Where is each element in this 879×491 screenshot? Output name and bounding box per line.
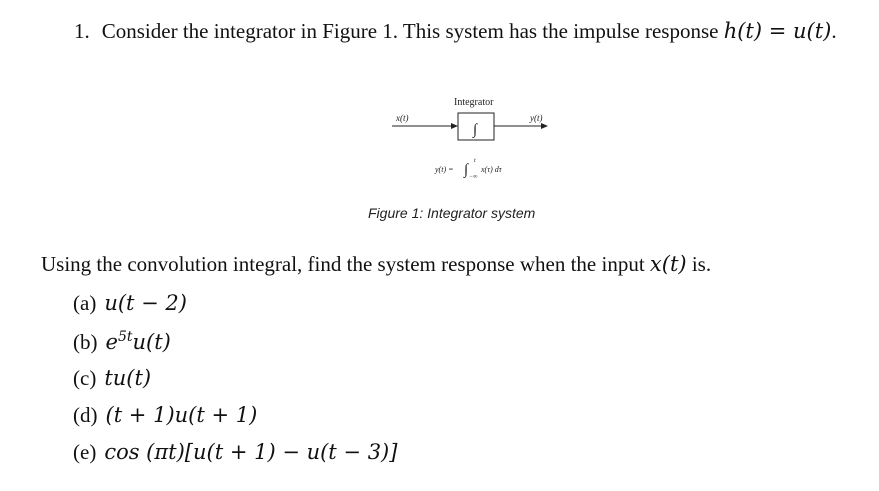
output-arrowhead	[541, 123, 548, 129]
part-expression: u(t)	[132, 330, 171, 354]
instruction-end: is.	[691, 252, 712, 276]
part-e	[73, 442, 397, 463]
part-expression: (t + 1)u(t + 1)	[105, 403, 258, 427]
equation-upper-limit: t	[474, 158, 476, 164]
part-b	[73, 330, 171, 353]
equation-rhs: x(τ) dτ	[481, 165, 502, 174]
input-signal-expression: x(t)	[649, 252, 687, 276]
equation-lhs: y(t) =	[435, 165, 454, 174]
question-end-punctuation: .	[831, 19, 837, 43]
equation-lower-limit: −∞	[469, 174, 478, 180]
part-label: (b)	[73, 330, 98, 354]
block-title: Integrator	[454, 97, 494, 108]
part-label: (e)	[73, 440, 97, 464]
exponential-base: e	[105, 330, 118, 354]
part-a	[73, 293, 187, 314]
instruction-text	[41, 254, 711, 275]
part-label: (d)	[73, 403, 98, 427]
part-expression: u(t − 2)	[104, 291, 187, 315]
part-c	[73, 368, 151, 389]
part-expression: cos (πt)[u(t + 1) − u(t − 3)]	[104, 440, 398, 464]
question-text: Consider the integrator in Figure 1. This system has the impulse response	[101, 19, 719, 43]
equation-integral: ∫	[464, 162, 469, 178]
part-expression: tu(t)	[104, 366, 152, 390]
input-label: x(t)	[396, 113, 409, 123]
instruction-body: Using the convolution integral, find the system response when the input	[41, 252, 645, 276]
part-label: (a)	[73, 291, 97, 315]
integrator-block-diagram	[388, 88, 558, 188]
part-d	[73, 405, 257, 426]
question-statement	[74, 21, 837, 42]
figure-caption: Figure 1: Integrator system	[368, 205, 536, 221]
input-arrowhead	[451, 123, 458, 129]
exponent: 5t	[117, 329, 133, 345]
question-number: 1.	[74, 19, 90, 43]
part-label: (c)	[73, 366, 97, 390]
impulse-response-expression: h(t) = u(t)	[723, 19, 832, 43]
integral-symbol: ∫	[473, 122, 478, 138]
output-label: y(t)	[530, 113, 543, 123]
